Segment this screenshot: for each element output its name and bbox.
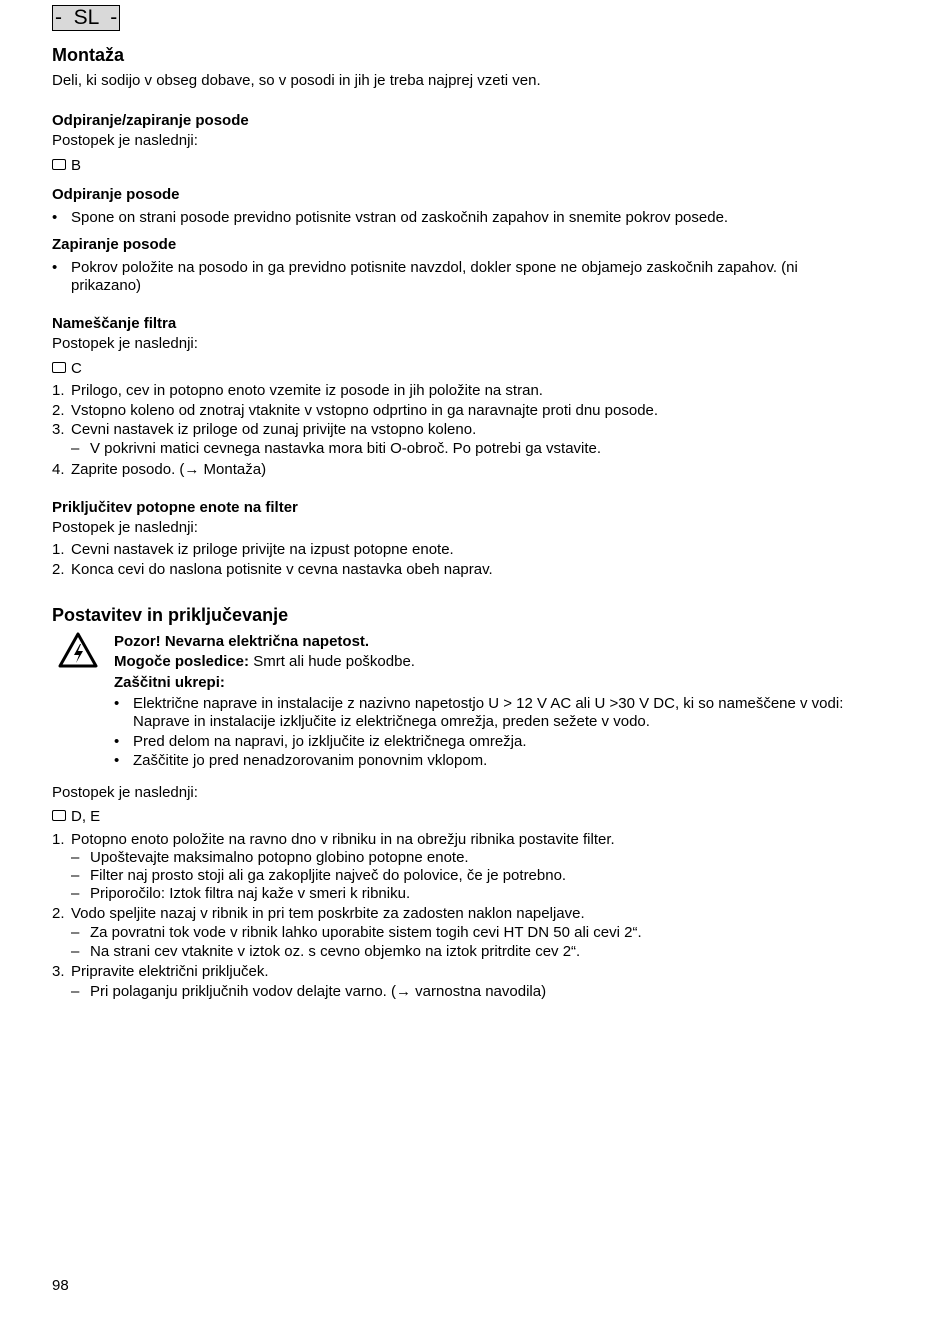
list-item-text: Spone on strani posode previdno potisnite vstran od zaskočnih zapahov in snemite pokrov posede.	[71, 209, 729, 226]
sub-list-item: – Pri polaganju priključnih vodov delajte varno. (→ varnostna navodila)	[52, 983, 852, 1001]
list-item-text: Pri polaganju priključnih vodov delajte varno. (→ varnostna navodila)	[90, 983, 547, 1000]
figure-reference-label: C	[71, 360, 82, 377]
bullet-icon: •	[52, 209, 58, 226]
list-item-text: Električne naprave in instalacije z nazivno napetostjo U > 12 V AC ali U >30 V DC, ki so nameščene v vodi: Naprave in instalacije izključite iz električnega omrežja, preden sežete v vodo.	[133, 695, 844, 730]
section-title-montaza: Montaža	[52, 45, 124, 65]
figure-reference	[52, 360, 82, 378]
list-item: 2. Konca cevi do naslona potisnite v cevna nastavka obeh naprav.	[52, 561, 852, 579]
procedure-label: Postopek je naslednji:	[52, 132, 198, 149]
warning-consequences	[114, 653, 415, 671]
list-item-text: Potopno enoto položite na ravno dno v ribniku in na obrežju ribnika postavite filter.	[71, 831, 615, 848]
bullet-icon: •	[114, 752, 120, 769]
list-item	[52, 259, 852, 295]
list-item-text: Pred delom na napravi, jo izključite iz električnega omrežja.	[133, 733, 527, 750]
sub-list-item: – Filter naj prosto stoji ali ga zakopljite največ do polovice, če je potrebno.	[52, 867, 852, 885]
list-item-text: Prilogo, cev in potopno enoto vzemite iz posode in jih položite na stran.	[71, 382, 543, 399]
heading-prikljucitev: Priključitev potopne enote na filter	[52, 499, 298, 516]
consequences-label: Mogoče posledice:	[114, 653, 250, 670]
list-item: 3. Pripravite električni priključek.	[52, 963, 852, 981]
consequences-text: Smrt ali hude poškodbe.	[249, 653, 415, 670]
list-item-text: Vodo speljite nazaj v ribnik in pri tem poskrbite za zadosten naklon napeljave.	[71, 905, 585, 922]
figure-reference-label: D, E	[71, 808, 101, 825]
list-item-text: Cevni nastavek iz priloge privijte na izpust potopne enote.	[71, 541, 454, 558]
sub-list-item: – Za povratni tok vode v ribnik lahko uporabite sistem togih cevi HT DN 50 ali cevi 2“.	[52, 924, 852, 942]
list-item-text: Upoštevajte maksimalno potopno globino potopne enote.	[90, 849, 469, 866]
heading-odpiranje-posode: Odpiranje posode	[52, 186, 180, 203]
list-item	[52, 209, 852, 227]
procedure-label: Postopek je naslednji:	[52, 519, 198, 536]
heading-odpiranje-zapiranje: Odpiranje/zapiranje posode	[52, 112, 249, 129]
list-item-text: Pokrov položite na posodo in ga previdno potisnite navzdol, dokler spone ne objamejo zaskočnih zapahov. (ni prikazano)	[71, 259, 798, 294]
list-item-text: Zaščitite jo pred nenadzorovanim ponovnim vklopom.	[133, 752, 488, 769]
list-item	[114, 695, 859, 731]
list-item-text: V pokrivni matici cevnega nastavka mora biti O-obroč. Po potrebi ga vstavite.	[90, 440, 602, 457]
heading-zapiranje-posode: Zapiranje posode	[52, 236, 177, 253]
list-item: 1. Cevni nastavek iz priloge privijte na izpust potopne enote.	[52, 541, 852, 559]
list-item-text: Priporočilo: Iztok filtra naj kaže v smeri k ribniku.	[90, 885, 411, 902]
list-item-text: Za povratni tok vode v ribnik lahko uporabite sistem togih cevi HT DN 50 ali cevi 2“.	[90, 924, 642, 941]
figure-icon	[52, 159, 66, 170]
warning-title: Pozor! Nevarna električna napetost.	[114, 633, 370, 650]
list-item-text: Filter naj prosto stoji ali ga zakopljite največ do polovice, če je potrebno.	[90, 867, 567, 884]
sub-list-item: – Priporočilo: Iztok filtra naj kaže v smeri k ribniku.	[52, 885, 852, 903]
bullet-icon: •	[114, 695, 120, 712]
list-item	[114, 752, 859, 770]
list-item: 2. Vodo speljite nazaj v ribnik in pri tem poskrbite za zadosten naklon napeljave.	[52, 905, 852, 923]
heading-namescanje-filtra: Nameščanje filtra	[52, 315, 177, 332]
list-item: 1. Prilogo, cev in potopno enoto vzemite iz posode in jih položite na stran.	[52, 382, 852, 400]
page-number: 98	[52, 1277, 69, 1294]
list-item-text: Cevni nastavek iz priloge od zunaj privijte na vstopno koleno.	[71, 421, 477, 438]
figure-icon	[52, 362, 66, 373]
language-tag: - SL -	[52, 5, 120, 31]
list-item-text: Vstopno koleno od znotraj vtaknite v vstopno odprtino in ga naravnajte proti dnu posode.	[71, 402, 659, 419]
section-title-postavitev: Postavitev in priključevanje	[52, 605, 289, 625]
electric-hazard-icon	[58, 632, 98, 668]
figure-reference	[52, 157, 81, 175]
list-item: 3. Cevni nastavek iz priloge od zunaj privijte na vstopno koleno.	[52, 421, 852, 439]
list-item-text: Zaprite posodo. (→ Montaža)	[71, 461, 267, 478]
figure-icon	[52, 810, 66, 821]
list-item: 4. Zaprite posodo. (→ Montaža)	[52, 461, 852, 479]
sub-list-item: – Na strani cev vtaknite v iztok oz. s cevno objemko na iztok pritrdite cev 2“.	[52, 943, 852, 961]
list-item-text: Na strani cev vtaknite v iztok oz. s cevno objemko na iztok pritrdite cev 2“.	[90, 943, 581, 960]
bullet-icon: •	[52, 259, 58, 276]
procedure-label: Postopek je naslednji:	[52, 335, 198, 352]
bullet-icon: •	[114, 733, 120, 750]
figure-reference	[52, 808, 100, 826]
list-item: 1. Potopno enoto položite na ravno dno v ribniku in na obrežju ribnika postavite filter.	[52, 831, 852, 849]
figure-reference-label: B	[71, 157, 82, 174]
measures-title: Zaščitni ukrepi:	[114, 674, 225, 691]
montaza-intro: Deli, ki sodijo v obseg dobave, so v posodi in jih je treba najprej vzeti ven.	[52, 72, 541, 89]
sub-list-item: – V pokrivni matici cevnega nastavka mora biti O-obroč. Po potrebi ga vstavite.	[52, 440, 852, 458]
list-item-text: Konca cevi do naslona potisnite v cevna nastavka obeh naprav.	[71, 561, 493, 578]
procedure-label: Postopek je naslednji:	[52, 784, 198, 801]
list-item: 2. Vstopno koleno od znotraj vtaknite v vstopno odprtino in ga naravnajte proti dnu posode.	[52, 402, 852, 420]
sub-list-item: – Upoštevajte maksimalno potopno globino potopne enote.	[52, 849, 852, 867]
list-item-text: Pripravite električni priključek.	[71, 963, 269, 980]
list-item	[114, 733, 859, 751]
